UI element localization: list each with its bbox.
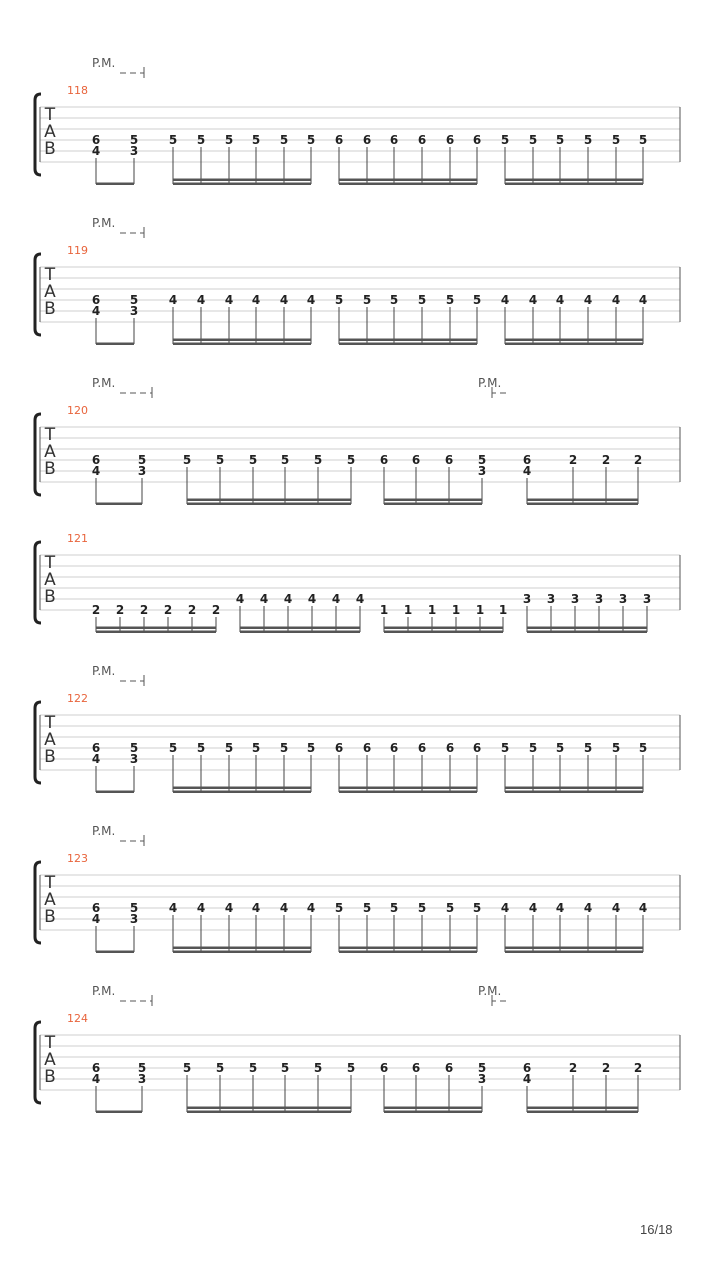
- fret-number: 5: [248, 1061, 258, 1075]
- beam: [339, 343, 477, 346]
- beam: [527, 1111, 638, 1114]
- fret-number: 5: [168, 133, 178, 147]
- fret-number: 6: [389, 133, 399, 147]
- fret-number: 5: [129, 741, 139, 755]
- beam: [173, 179, 311, 182]
- fret-number: 3: [477, 464, 487, 478]
- beam: [173, 787, 311, 790]
- fret-number: 5: [346, 453, 356, 467]
- tab-clef-letter: B: [44, 747, 56, 767]
- fret-number: 6: [472, 133, 482, 147]
- fret-number: 4: [611, 293, 621, 307]
- fret-number: 5: [129, 133, 139, 147]
- tab-clef-letter: A: [44, 282, 56, 302]
- fret-number: 4: [224, 293, 234, 307]
- fret-number: 5: [346, 1061, 356, 1075]
- fret-number: 5: [555, 133, 565, 147]
- beam: [240, 631, 360, 634]
- beam: [173, 343, 311, 346]
- fret-number: 5: [638, 741, 648, 755]
- fret-number: 5: [215, 453, 225, 467]
- fret-number: 2: [633, 453, 643, 467]
- fret-number: 5: [334, 293, 344, 307]
- fret-number: 5: [129, 293, 139, 307]
- fret-number: 6: [334, 133, 344, 147]
- fret-number: 6: [362, 133, 372, 147]
- tab-system: [35, 824, 680, 953]
- fret-number: 5: [279, 741, 289, 755]
- beam: [187, 1111, 351, 1114]
- beam: [384, 499, 482, 502]
- fret-number: 4: [91, 464, 101, 478]
- fret-number: 5: [389, 901, 399, 915]
- beam: [339, 179, 477, 182]
- fret-number: 5: [334, 901, 344, 915]
- fret-number: 5: [477, 1061, 487, 1075]
- beam: [505, 787, 643, 790]
- beam: [384, 1107, 482, 1110]
- fret-number: 6: [411, 1061, 421, 1075]
- fret-number: 5: [583, 741, 593, 755]
- fret-number: 6: [417, 133, 427, 147]
- fret-number: 3: [570, 592, 580, 606]
- palm-mute-label: P.M.: [92, 984, 116, 998]
- fret-number: 5: [224, 133, 234, 147]
- fret-number: 4: [91, 1072, 101, 1086]
- beam: [527, 631, 647, 634]
- fret-number: 6: [379, 453, 389, 467]
- fret-number: 4: [235, 592, 245, 606]
- beam: [96, 791, 134, 794]
- beam: [96, 503, 142, 506]
- fret-number: 6: [445, 133, 455, 147]
- fret-number: 4: [583, 293, 593, 307]
- fret-number: 4: [522, 464, 532, 478]
- tab-clef-letter: T: [44, 553, 56, 573]
- measure-number: 118: [67, 84, 88, 97]
- fret-number: 5: [306, 741, 316, 755]
- fret-number: 5: [362, 293, 372, 307]
- fret-number: 5: [251, 133, 261, 147]
- beam: [96, 631, 216, 634]
- fret-number: 6: [389, 741, 399, 755]
- fret-number: 5: [389, 293, 399, 307]
- beam: [339, 183, 477, 186]
- fret-number: 4: [500, 901, 510, 915]
- fret-number: 5: [129, 901, 139, 915]
- beam: [173, 339, 311, 342]
- fret-number: 3: [618, 592, 628, 606]
- beam: [339, 787, 477, 790]
- beam: [505, 947, 643, 950]
- tab-system: [35, 376, 680, 505]
- fret-number: 4: [168, 901, 178, 915]
- palm-mute-label: P.M.: [92, 56, 116, 70]
- fret-number: 5: [215, 1061, 225, 1075]
- fret-number: 6: [91, 133, 101, 147]
- fret-number: 3: [137, 464, 147, 478]
- fret-number: 4: [251, 293, 261, 307]
- fret-number: 5: [280, 453, 290, 467]
- beam: [527, 627, 647, 630]
- fret-number: 5: [168, 741, 178, 755]
- fret-number: 2: [568, 1061, 578, 1075]
- fret-number: 5: [528, 741, 538, 755]
- fret-number: 6: [445, 741, 455, 755]
- measure-number: 119: [67, 244, 88, 257]
- fret-number: 6: [411, 453, 421, 467]
- fret-number: 5: [251, 741, 261, 755]
- fret-number: 3: [522, 592, 532, 606]
- fret-number: 5: [224, 741, 234, 755]
- page-number: 16/18: [640, 1222, 673, 1237]
- beam: [505, 339, 643, 342]
- palm-mute-label: P.M.: [92, 376, 116, 390]
- fret-number: 5: [417, 293, 427, 307]
- fret-number: 4: [500, 293, 510, 307]
- tab-clef-letter: T: [44, 873, 56, 893]
- fret-number: 5: [248, 453, 258, 467]
- fret-number: 1: [379, 603, 389, 617]
- beam: [505, 343, 643, 346]
- fret-number: 5: [583, 133, 593, 147]
- tab-clef-letter: A: [44, 442, 56, 462]
- fret-number: 4: [583, 901, 593, 915]
- fret-number: 1: [403, 603, 413, 617]
- fret-number: 4: [306, 901, 316, 915]
- fret-number: 4: [307, 592, 317, 606]
- fret-number: 4: [528, 293, 538, 307]
- beam: [384, 503, 482, 506]
- fret-number: 5: [555, 741, 565, 755]
- fret-number: 1: [498, 603, 508, 617]
- fret-number: 4: [91, 304, 101, 318]
- fret-number: 1: [451, 603, 461, 617]
- fret-number: 3: [129, 304, 139, 318]
- fret-number: 3: [129, 752, 139, 766]
- tab-clef-letter: B: [44, 907, 56, 927]
- fret-number: 5: [362, 901, 372, 915]
- fret-number: 6: [522, 453, 532, 467]
- fret-number: 5: [196, 133, 206, 147]
- beam: [505, 183, 643, 186]
- tab-clef-letter: B: [44, 459, 56, 479]
- fret-number: 2: [115, 603, 125, 617]
- fret-number: 4: [355, 592, 365, 606]
- tab-system: [35, 664, 680, 793]
- beam: [505, 179, 643, 182]
- fret-number: 6: [472, 741, 482, 755]
- beam: [339, 791, 477, 794]
- measure-number: 123: [67, 852, 88, 865]
- tab-clef-letter: B: [44, 299, 56, 319]
- beam: [505, 791, 643, 794]
- fret-number: 2: [139, 603, 149, 617]
- fret-number: 4: [522, 1072, 532, 1086]
- fret-number: 5: [182, 1061, 192, 1075]
- beam: [96, 1111, 142, 1114]
- beam: [527, 503, 638, 506]
- fret-number: 5: [611, 133, 621, 147]
- fret-number: 5: [182, 453, 192, 467]
- palm-mute-label: P.M.: [92, 664, 116, 678]
- fret-number: 5: [472, 901, 482, 915]
- fret-number: 3: [477, 1072, 487, 1086]
- tab-clef-letter: A: [44, 1050, 56, 1070]
- beam: [527, 499, 638, 502]
- fret-number: 4: [283, 592, 293, 606]
- measure-number: 124: [67, 1012, 88, 1025]
- fret-number: 4: [555, 293, 565, 307]
- fret-number: 3: [642, 592, 652, 606]
- tab-clef-letter: T: [44, 265, 56, 285]
- fret-number: 5: [638, 133, 648, 147]
- beam: [187, 1107, 351, 1110]
- tab-system: [35, 984, 680, 1113]
- beam: [173, 951, 311, 954]
- beam: [339, 951, 477, 954]
- fret-number: 5: [137, 453, 147, 467]
- tab-clef-letter: A: [44, 730, 56, 750]
- palm-mute-label: P.M.: [478, 984, 502, 998]
- fret-number: 4: [306, 293, 316, 307]
- tab-clef-letter: A: [44, 890, 56, 910]
- fret-number: 5: [445, 901, 455, 915]
- beam: [173, 947, 311, 950]
- beam: [505, 951, 643, 954]
- fret-number: 4: [259, 592, 269, 606]
- beam: [187, 499, 351, 502]
- palm-mute-label: P.M.: [478, 376, 502, 390]
- fret-number: 2: [633, 1061, 643, 1075]
- fret-number: 2: [187, 603, 197, 617]
- fret-number: 6: [362, 741, 372, 755]
- beam: [96, 951, 134, 954]
- beam: [339, 947, 477, 950]
- beam: [96, 627, 216, 630]
- measure-number: 120: [67, 404, 88, 417]
- fret-number: 6: [444, 1061, 454, 1075]
- fret-number: 5: [477, 453, 487, 467]
- fret-number: 2: [163, 603, 173, 617]
- fret-number: 4: [224, 901, 234, 915]
- beam: [240, 627, 360, 630]
- fret-number: 2: [601, 453, 611, 467]
- tab-clef-letter: B: [44, 139, 56, 159]
- fret-number: 2: [211, 603, 221, 617]
- beam: [96, 343, 134, 346]
- fret-number: 4: [638, 901, 648, 915]
- fret-number: 4: [196, 901, 206, 915]
- beam: [384, 631, 503, 634]
- fret-number: 4: [638, 293, 648, 307]
- fret-number: 6: [417, 741, 427, 755]
- palm-mute-label: P.M.: [92, 216, 116, 230]
- fret-number: 4: [331, 592, 341, 606]
- fret-number: 5: [445, 293, 455, 307]
- fret-number: 5: [472, 293, 482, 307]
- fret-number: 2: [568, 453, 578, 467]
- fret-number: 2: [601, 1061, 611, 1075]
- fret-number: 3: [129, 144, 139, 158]
- fret-number: 4: [555, 901, 565, 915]
- tab-system: [35, 56, 680, 185]
- fret-number: 5: [137, 1061, 147, 1075]
- fret-number: 4: [528, 901, 538, 915]
- beam: [527, 1107, 638, 1110]
- fret-number: 5: [196, 741, 206, 755]
- measure-number: 122: [67, 692, 88, 705]
- measure-number: 121: [67, 532, 88, 545]
- tab-clef-letter: B: [44, 587, 56, 607]
- fret-number: 6: [91, 901, 101, 915]
- fret-number: 6: [91, 453, 101, 467]
- tab-clef-letter: A: [44, 122, 56, 142]
- beam: [384, 1111, 482, 1114]
- fret-number: 6: [91, 741, 101, 755]
- fret-number: 3: [137, 1072, 147, 1086]
- fret-number: 4: [91, 144, 101, 158]
- beam: [384, 627, 503, 630]
- fret-number: 5: [279, 133, 289, 147]
- fret-number: 3: [129, 912, 139, 926]
- fret-number: 4: [196, 293, 206, 307]
- beam: [339, 339, 477, 342]
- fret-number: 6: [91, 293, 101, 307]
- fret-number: 5: [611, 741, 621, 755]
- fret-number: 4: [279, 293, 289, 307]
- fret-number: 5: [313, 453, 323, 467]
- fret-number: 4: [168, 293, 178, 307]
- fret-number: 6: [334, 741, 344, 755]
- fret-number: 5: [500, 741, 510, 755]
- fret-number: 6: [379, 1061, 389, 1075]
- fret-number: 5: [306, 133, 316, 147]
- fret-number: 4: [91, 912, 101, 926]
- fret-number: 5: [313, 1061, 323, 1075]
- fret-number: 2: [91, 603, 101, 617]
- fret-number: 1: [427, 603, 437, 617]
- palm-mute-label: P.M.: [92, 824, 116, 838]
- fret-number: 3: [546, 592, 556, 606]
- fret-number: 1: [475, 603, 485, 617]
- fret-number: 3: [594, 592, 604, 606]
- tab-system: [35, 216, 680, 345]
- fret-number: 5: [528, 133, 538, 147]
- fret-number: 5: [280, 1061, 290, 1075]
- fret-number: 5: [417, 901, 427, 915]
- fret-number: 5: [500, 133, 510, 147]
- tab-clef-letter: T: [44, 105, 56, 125]
- fret-number: 4: [279, 901, 289, 915]
- fret-number: 6: [444, 453, 454, 467]
- beam: [173, 791, 311, 794]
- tab-clef-letter: T: [44, 1033, 56, 1053]
- fret-number: 4: [91, 752, 101, 766]
- fret-number: 4: [251, 901, 261, 915]
- fret-number: 4: [611, 901, 621, 915]
- tab-clef-letter: A: [44, 570, 56, 590]
- tab-system: [35, 532, 680, 633]
- beam: [187, 503, 351, 506]
- tab-clef-letter: B: [44, 1067, 56, 1087]
- tab-clef-letter: T: [44, 425, 56, 445]
- fret-number: 6: [522, 1061, 532, 1075]
- tab-clef-letter: T: [44, 713, 56, 733]
- fret-number: 6: [91, 1061, 101, 1075]
- beam: [96, 183, 134, 186]
- beam: [173, 183, 311, 186]
